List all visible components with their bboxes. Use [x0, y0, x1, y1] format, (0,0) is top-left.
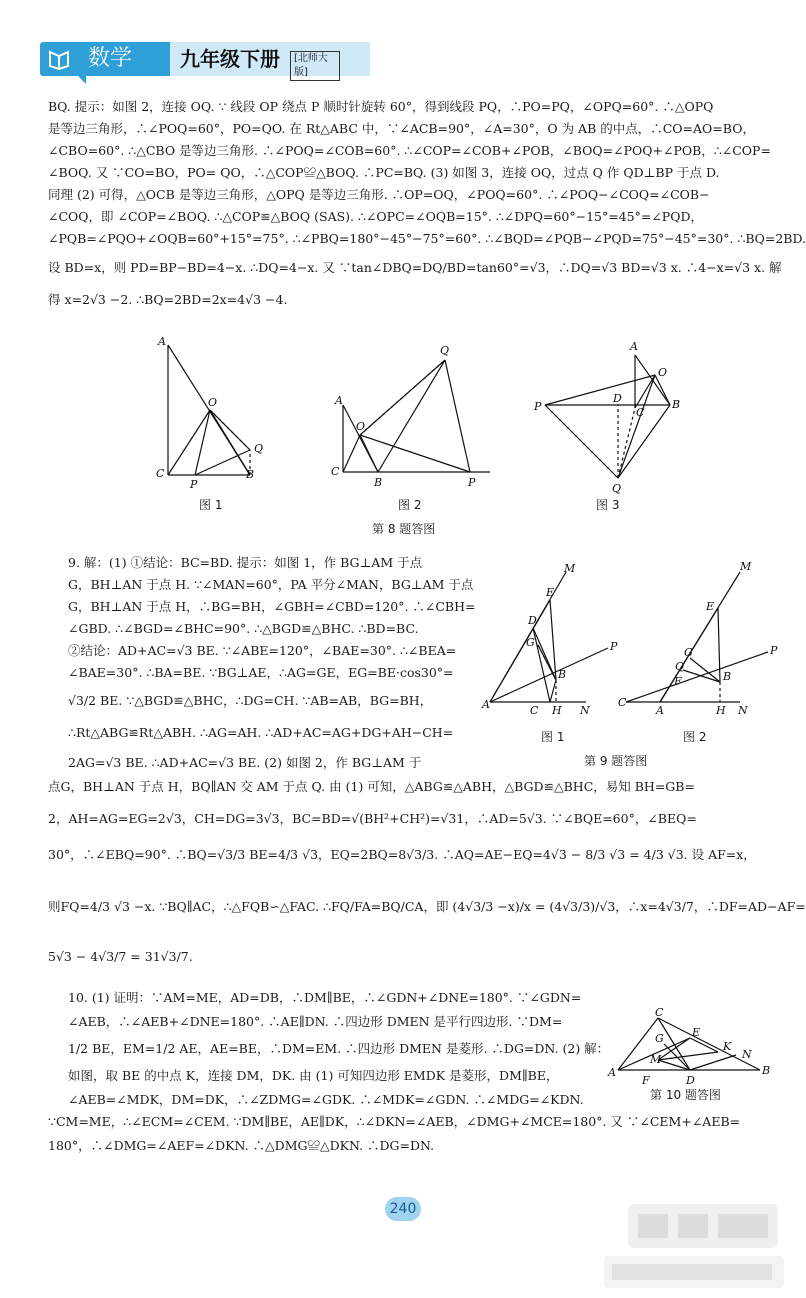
svg-text:A: A	[656, 704, 664, 717]
text-line: 9. 解：(1) ①结论：BC=BD. 提示：如图 1，作 BG⊥AM 于点	[68, 555, 423, 570]
page-number: 240	[385, 1197, 421, 1221]
problem-10-text	[68, 986, 608, 1112]
svg-text:A: A	[335, 394, 343, 407]
svg-text:A: A	[630, 340, 638, 353]
text-line: 5√3 − 4√3/7 = 31√3/7.	[48, 949, 193, 964]
edition-label: [北师大版]	[290, 51, 340, 81]
text-line: ∠GBD. ∴∠BGD=∠BHC=90°. ∴△BGD≌△BHC. ∴BD=BC.	[68, 621, 419, 636]
text-line: 10. (1) 证明：∵AM=ME，AD=DB，∴DM∥BE，∴∠GDN+∠DNE=180°. ∵∠GDN=	[68, 990, 582, 1005]
svg-text:O: O	[356, 420, 366, 433]
svg-text:C: C	[530, 704, 539, 717]
text-line: 设 BD=x，则 PD=BP−BD=4−x. ∴DQ=4−x. 又 ∵tan∠DBQ=DQ/BD=tan60°=√3，∴DQ=√3 BD=√3 x. ∴4−x=√3 x. 解	[48, 260, 782, 275]
svg-text:M: M	[564, 562, 576, 575]
text-line: 得 x=2√3 −2. ∴BQ=2BD=2x=4√3 −4.	[48, 292, 288, 307]
svg-text:D: D	[613, 392, 622, 405]
svg-text:Q: Q	[675, 660, 685, 673]
problem-10-continued-text	[48, 1110, 768, 1158]
problem-9-continued-text	[48, 772, 806, 974]
svg-text:E: E	[692, 1026, 701, 1039]
text-line: ∠BAE=30°. ∴BA=BE. ∵BG⊥AE，∴AG=GE，EG=BE·cos30°=	[68, 665, 454, 680]
svg-text:O: O	[658, 366, 668, 379]
text-line: ∠AEB，∴∠AEB+∠DNE=180°. ∴AE∥DN. ∴四边形 DMEN 是平行四边形. ∵DM=	[68, 1014, 563, 1029]
text-line: ②结论：AD+AC=√3 BE. ∵∠ABE=120°，∠BAE=30°. ∴∠BEA=	[68, 643, 457, 658]
svg-text:E: E	[706, 600, 715, 613]
svg-text:C: C	[331, 465, 340, 478]
text-line: 点G，BH⊥AN 于点 H，BQ∥AN 交 AM 于点 Q. 由 (1) 可知，△ABG≌△ABH，△BGD≌△BHC，易知 BH=GB=	[48, 779, 695, 794]
svg-text:N: N	[742, 1048, 752, 1061]
svg-text:A: A	[608, 1066, 616, 1079]
svg-text:H: H	[552, 704, 562, 717]
svg-text:B: B	[762, 1064, 771, 1077]
svg-text:Q: Q	[612, 482, 622, 495]
grade-label: 九年级下册	[180, 47, 280, 71]
text-line: 30°，∴∠EBQ=90°. ∴BQ=√3/3 BE=4/3 √3，EQ=2BQ=8√3/3. ∴AQ=AE−EQ=4√3 − 8/3 √3 = 4/3 √3. 设 AF=x，	[48, 847, 756, 862]
svg-text:H: H	[716, 704, 726, 717]
fig9-caption-2: 图 2	[683, 730, 707, 744]
figure-8-3	[545, 355, 670, 478]
svg-text:B: B	[246, 468, 255, 481]
problem-9-text	[68, 552, 488, 778]
text-line: √3/2 BE. ∵△BGD≌△BHC，∴DG=CH. ∵AB=AB，BG=BH，	[68, 693, 433, 708]
book-icon	[40, 42, 78, 76]
figure-8-2	[343, 360, 490, 472]
svg-text:K: K	[723, 1040, 732, 1053]
fig8-caption-3: 图 3	[596, 498, 620, 512]
figure-10-diagram	[598, 1006, 771, 1088]
svg-text:B: B	[558, 668, 567, 681]
svg-text:D: D	[686, 1074, 695, 1087]
svg-text:P: P	[468, 476, 476, 489]
fig8-caption-1: 图 1	[199, 498, 223, 512]
text-line: ∴Rt△ABG≌Rt△ABH. ∴AG=AH. ∴AD+AC=AG+DG+AH−CH=	[68, 725, 454, 740]
svg-text:B: B	[723, 670, 732, 683]
svg-text:C: C	[636, 406, 645, 419]
text-line: ∠BOQ. 又 ∵CO=BO，PO= QO，∴△COP≌△BOQ. ∴PC=BQ. (3) 如图 3，连接 OQ，过点 Q 作 QD⊥BP 于点 D.	[48, 165, 720, 180]
text-line: 180°，∴∠DMG=∠AEF=∠DKN. ∴△DMG≌△DKN. ∴DG=DN.	[48, 1138, 435, 1153]
svg-text:N: N	[738, 704, 748, 717]
fig9-title: 第 9 题答图	[584, 754, 648, 768]
svg-text:P: P	[610, 640, 618, 653]
svg-text:Q: Q	[440, 344, 450, 357]
svg-text:G: G	[526, 636, 535, 649]
figure-8-1	[168, 345, 250, 475]
text-line: ∠CBO=60°. ∴△CBO 是等边三角形. ∴∠POQ=∠COB=60°. ∴∠COP=∠COB+∠POB，∠BOQ=∠POQ+∠POB，∴∠COP=	[48, 143, 771, 158]
svg-text:P: P	[190, 478, 198, 491]
svg-text:D: D	[528, 614, 537, 627]
page-header	[40, 38, 340, 86]
answer-site-logo	[598, 1200, 788, 1292]
svg-text:O: O	[208, 396, 218, 409]
svg-text:G: G	[684, 646, 693, 659]
svg-text:F: F	[674, 675, 682, 688]
header-tail	[78, 76, 86, 84]
figure-9-diagrams	[478, 560, 778, 740]
svg-text:C: C	[156, 467, 165, 480]
text-line: ∠PQB=∠PQO+∠OQB=60°+15°=75°. ∴∠PBQ=180°−45°−75°=60°. ∴∠BQD=∠PQB−∠PQD=75°−45°=30°. ∴BQ=2BD.	[48, 231, 806, 246]
text-line: 是等边三角形，∴∠POQ=60°，PO=QO. 在 Rt△ABC 中，∵∠ACB=90°，∠A=30°，O 为 AB 的中点，∴CO=AO=BO，	[48, 121, 755, 136]
svg-text:N: N	[580, 704, 590, 717]
problem-8-text	[48, 96, 806, 314]
svg-text:Q: Q	[254, 442, 264, 455]
text-line: BQ. 提示：如图 2，连接 OQ. ∵ 线段 OP 绕点 P 顺时针旋转 60°，得到线段 PQ，∴PO=PQ，∠OPQ=60°. ∴△OPQ	[48, 99, 714, 114]
svg-text:P: P	[534, 400, 542, 413]
svg-text:C: C	[655, 1006, 664, 1019]
text-line: G，BH⊥AN 于点 H. ∵∠MAN=60°，PA 平分∠MAN，BG⊥AM 于点	[68, 577, 474, 592]
figure-9-2	[626, 572, 768, 702]
text-line: ∵CM=ME，∴∠ECM=∠CEM. ∵DM∥BE，AE∥DK，∴∠DKN=∠AEB，∠DMG+∠MCE=180°. 又 ∵∠CEM+∠AEB=	[48, 1114, 741, 1129]
svg-text:C: C	[618, 696, 627, 709]
text-line: 如图，取 BE 的中点 K，连接 DM，DK. 由 (1) 可知四边形 EMDK 是菱形，DM∥BE，	[68, 1068, 559, 1083]
svg-text:P: P	[770, 644, 778, 657]
fig8-title: 第 8 题答图	[372, 522, 436, 536]
text-line: ∠AEB=∠MDK，DM=DK，∴∠ZDMG=∠GDK. ∴∠MDK=∠GDN. ∴∠MDG=∠KDN.	[68, 1092, 584, 1107]
svg-text:A: A	[158, 335, 166, 348]
svg-text:G: G	[655, 1032, 664, 1045]
svg-text:F: F	[642, 1074, 650, 1087]
text-line: G，BH⊥AN 于点 H，∴BG=BH，∠GBH=∠CBD=120°. ∴∠CBH=	[68, 599, 476, 614]
svg-text:M: M	[740, 560, 752, 573]
fig8-caption-2: 图 2	[398, 498, 422, 512]
svg-text:B: B	[672, 398, 681, 411]
svg-text:M: M	[650, 1053, 662, 1066]
fig10-title: 第 10 题答图	[650, 1088, 721, 1102]
text-line: 同理 (2) 可得，△OCB 是等边三角形，△OPQ 是等边三角形. ∴OP=OQ，∠POQ=60°. ∴∠POQ−∠COQ=∠COB−	[48, 187, 710, 202]
text-line: ∠COQ，即 ∠COP=∠BOQ. ∴△COP≌△BOQ (SAS). ∴∠OPC=∠OQB=15°. ∴∠DPQ=60°−15°=45°=∠PQD，	[48, 209, 703, 224]
subject-label: 数学	[78, 42, 170, 76]
fig9-caption-1: 图 1	[541, 730, 565, 744]
svg-text:E: E	[546, 586, 555, 599]
text-line: 2AG=√3 BE. ∴AD+AC=√3 BE. (2) 如图 2，作 BG⊥AM 于	[68, 755, 422, 770]
figure-8-diagrams	[150, 330, 690, 500]
svg-text:B: B	[374, 476, 383, 489]
svg-text:A: A	[482, 698, 490, 711]
text-line: 1/2 BE，EM=1/2 AE，AE=BE，∴DM=EM. ∴四边形 DMEN 是菱形. ∴DG=DN. (2) 解：	[68, 1041, 610, 1056]
text-line: 2，AH=AG=EG=2√3，CH=DG=3√3，BC=BD=√(BH²+CH²)=√31，∴AD=5√3. ∵∠BQE=60°，∠BEQ=	[48, 811, 697, 826]
text-line: 则FQ=4/3 √3 −x. ∵BQ∥AC，∴△FQB∽△FAC. ∴FQ/FA=BQ/CA，即 (4√3/3 −x)/x = (4√3/3)/√3，∴x=4√3/7，∴DF=AD−AF=	[48, 899, 806, 914]
